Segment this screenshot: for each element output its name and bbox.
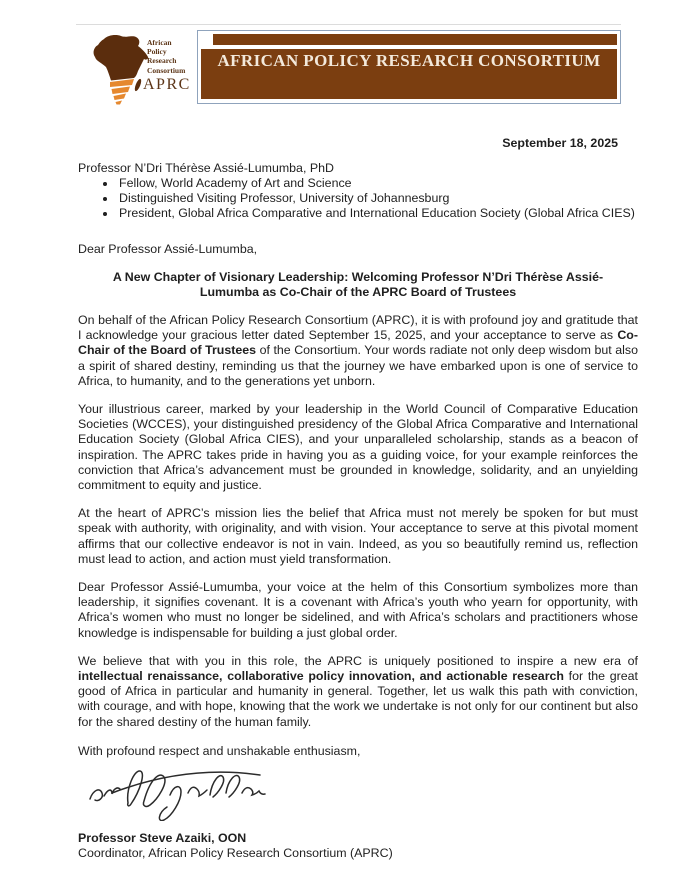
logo-org-name: African Policy Research Consortium bbox=[147, 38, 186, 75]
signer-name: Professor Steve Azaiki, OON bbox=[78, 830, 247, 845]
recipient-name: Professor N’Dri Thérèse Assié-Lumumba, PhD bbox=[78, 161, 334, 175]
banner-title: AFRICAN POLICY RESEARCH CONSORTIUM bbox=[217, 51, 601, 70]
paragraph-2: Your illustrious career, marked by your leadership in the World Council of Comparative Education Societies (WCCES), your distinguished presidency of the Global Africa Comparative and International Education Society (Global Africa CIES), and your unparalleled scholarship, stands as a beacon of inspiration. The APRC takes pride in having you as a guiding voice, for your example reinforces the conviction that Africa’s advancement must be grounded in knowledge, solidarity, and an unyielding commitment to equity and justice. bbox=[78, 402, 638, 493]
closing-line: With profound respect and unshakable enthusiasm, bbox=[78, 743, 361, 758]
letterhead-divider bbox=[76, 24, 621, 25]
signature-icon bbox=[84, 763, 314, 821]
subject-heading bbox=[78, 270, 638, 300]
aprc-logo bbox=[88, 31, 200, 107]
banner-top-strip bbox=[213, 34, 617, 45]
credential-item: • President, Global Africa Comparative and International Education Society (Global Africa CIES) bbox=[117, 206, 638, 221]
paragraph-5: We believe that with you in this role, the APRC is uniquely positioned to inspire a new era of intellectual renaissance, collaborative policy innovation, and actionable research for the great good of Africa in particular and humanity in general. Together, let us walk this path with conviction, with courage, and with hope, knowing that the work we undertake is not only for our continent but also for the shared destiny of the human family. bbox=[78, 653, 638, 729]
subject-line: Lumumba as Co-Chair of the APRC Board of Trustees bbox=[199, 285, 517, 299]
signer-title: Coordinator, African Policy Research Consortium (APRC) bbox=[78, 845, 393, 860]
credential-item: • Distinguished Visiting Professor, University of Johannesburg bbox=[117, 191, 638, 206]
letterhead-banner bbox=[197, 30, 621, 104]
paragraph-3: At the heart of APRC’s mission lies the belief that Africa must not merely be spoken for but must speak with authority, with originality, and with vision. Your acceptance to serve at this pivotal moment affirms that our collective endeavor is not in vain. Indeed, as you so beautifully remind us, reflection must lead to action, and action must yield transformation. bbox=[78, 506, 638, 566]
recipient-credentials-list bbox=[78, 176, 638, 221]
letter-body bbox=[78, 136, 638, 861]
credential-item: • Fellow, World Academy of Art and Science bbox=[117, 176, 638, 191]
paragraph-4: Dear Professor Assié-Lumumba, your voice at the helm of this Consortium symbolizes more than leadership, it signifies covenant. It is a covenant with Africa’s youth who yearn for opportunity, with Africa’s women who must no longer be sidelined, and with Africa’s scholars and practitioners whose knowledge is indispensable for building a just global order. bbox=[78, 580, 638, 640]
salutation: Dear Professor Assié-Lumumba, bbox=[78, 242, 258, 256]
paragraph-1: On behalf of the African Policy Research Consortium (APRC), it is with profound joy and gratitude that I acknowledge your gracious letter dated September 15, 2025, and your acceptance to serve as Co-Chair of the Board of Trustees of the Consortium. Your words radiate not only deep wisdom but also a spirit of shared destiny, reminding us that the journey we have embarked upon is one of service to Africa, to humanity, and to the generations yet unborn. bbox=[78, 313, 638, 388]
banner-main-block bbox=[201, 49, 617, 99]
logo-acronym: APRC bbox=[143, 76, 191, 93]
letter-date: September 18, 2025 bbox=[502, 136, 618, 150]
subject-line: A New Chapter of Visionary Leadership: Welcoming Professor N’Dri Thérèse Assié- bbox=[112, 270, 604, 284]
